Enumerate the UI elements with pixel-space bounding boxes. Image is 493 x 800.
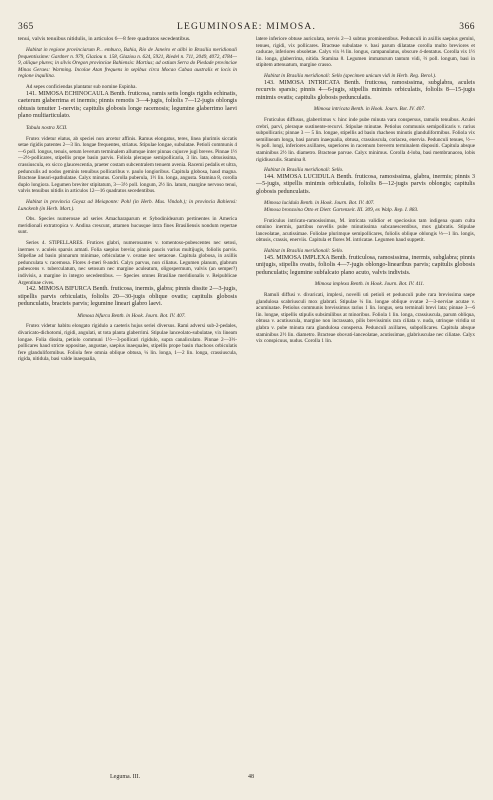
page-number-right: 366 <box>459 22 475 32</box>
paragraph: tenui, valvis tenuibus nitidulis, in articulos 6—8 fere quadratos secedentibus. <box>18 36 191 42</box>
species-description-142: Frutex videtur habitu elongato rigidulo a caeteris hujus seriei diversus. Rami adversi sub-2-pedales, divaricato-dichotomi, rigidi, angulati, ut tota planta glaberrimi. Stipulae lanceolato-subulatae, vix lineam longae. Folia dissita, petiolo communi 1½—3-pollicari rigidulo, supra canaliculato. Pinnae 2—3½-pollicares haud stricte oppositae, angustae, saepius inaequales, stipellis prope basin rhachoos orbiculatis fere glanduliformibus. Foliola fere omnia oblique obtusa, ¼ lin. longa, 1—2 lin. longa, crassiuscula, rigida, nitidula, basi valde inaequalia, <box>18 323 237 363</box>
series-description: Series 4. STIPELLARES. Frutices glabri, numerosantes v. tomentoso-pubescentes nec setosi, inermes v. aculeis sparsis armati. Folia saepius brevia; pinnis paucis varius multijugis, foliolis parvis. Stipellae ad basin pinnarum minimae, orbiculatae v. ovatae nec setaceae. Capitula globosa, in axillis pedunculata v. racemosa. Flores 4-meri 8-andri. Calyx parvus, non ciliatus. Legumen planum, glabrum pubescens v. tuberculatum, nec setosum nec margine aculeatum, oligospermum, valvis (an semper?) indivisis, a margine in integro secedentibus. — Species omnes Brasiliae meridionalis v. Reipublicae Argentinae cives. <box>18 239 237 286</box>
citation-142: Mimosa bifurca Benth. in Hook. Journ. Bot. IV. 407. <box>77 312 186 319</box>
observation-note: Obs. Species numerosae ad series Amacharaparum et Sybodinidearum pertinentes in America meridionali extratropica v. Andina crescunt, attamen hucusque intra fines Brasiliensis nondum repertae sunt. <box>18 216 237 236</box>
habitat-note: Habitat in Brasilia meridionali: Sello. <box>264 248 344 255</box>
habitat-note: Habitat in Brasilia meridionali: Sello. <box>264 167 344 174</box>
species-heading-141: 141. MIMOSA ECHINOCAULA Benth. fruticosa, ramis setis longis rigidis echinatis, caeterum glaberrima et inermis; pinnis remotis 3—4-jugis, foliolis 7—12-jugis oblongis obtusis tenuiter 1-nerviis; capitulis globosis longe racemosis; legumine glaberrimo laevi plano multiarticulato. <box>18 90 237 120</box>
species-description-144: Fruticulus intricato-ramosissimus, M. intricata validior et speciosius tam indigena quam culta omnino inermis, partibus novellis pube minutissima subcanescentibus, mox glabratis. Stipulae lanceolatae, acutissimae. Foliolae plurimque semipollicares, foliolis oblique oblongis ⅓—1 lin. longis, obtusis, crassis, enerviis. Capitula et flores M. intricatae. Legumen haud suppetit. <box>256 217 475 244</box>
paragraph: Ad sepes conficiendas plantatur sub nomine Espinha. <box>26 84 137 91</box>
citation-144b: Mimosa bronzoina Otto et Dietr. Gartenzeit. III. 309, ex Walp. Rep. I. 883. <box>264 207 419 214</box>
running-title: LEGUMINOSAE: MIMOSA. <box>176 22 317 32</box>
species-heading-144: 144. MIMOSA LUCIDULA Benth. fruticosa, ramosissima, glabra, inermis; pinnis 3—5-jugis, stipellis minimis orbiculatis, foliolis 8—12-jugis parvis oblongis; capitulis globosis pedunculatis. <box>256 173 475 195</box>
species-description-143: Fruticulus diffusus, glaberrimus v. hinc inde pube minuta vara conspersus, ramulis tenuibus. Aculei crebri, parvi, pleraque sustinente-recurvi. Stipulae minutae. Petiolus communis semipollicaris v. rarius subpollicaris; pinnae 3 — 5 lin. longae, stipellis ad basin rhacheos minutis glanduliformibus. Foliola vix semilineam longa, basi parum inaequalia, obtusa, crassiuscula, coriacea, enervia. Pedunculi tenues, ½—¾ poll. longi, inferiores axillares, superiores in racemum breverm terminalem dispositi. Capitula absque staminibus 2½ lin. diametro. Bracteae parvae. Calyx minimus. Corolla 4-loba, basi membranacea, lobis rigidiusculis. Stamina 8. <box>256 116 475 163</box>
habitat-note: Habitat in regione provinciarum P... embuco, Bahia, Rio de Janeiro et alibi in Brasilia meridionali frequentissime: Gardner n. 979, Glaziou n. 158, Glaziou n. 624, 5921, Riedel n. 711, 2049, 4072, 4784—9, aliique plures; in silvis Oregon provinciae Bahiensis: Martius; ad ostium Serra do Piedade provinciae Minas Geraes: Warming. Incolae Atan frequens in sepibus circa Mocao Cabaa australis et locis in regione inquilina. <box>18 47 237 80</box>
species-description-145: Ramuli diffusi v. divaricati, implexi, novelli uti petioli et pedunculi pube rara brevissima saepe glandulosa scabriusculi mox glabrati. Stipulae ¼ lin. longae oblique ovatae 2—3-nerviae acutae v. acuminatae. Petiolus communis brevissimus rarius 1 lin. longus, seta terminali brevi lata; pinnae 3—6 lin. longae, stipellis stipulis subsimilibus at minoribus. Foliola 1 lin. longa, crassiuscula, parum obliqua, obtusa v. acutiuscula, margine non incrassato, pilis brevissimis rara ciliata v. nuda, utrinque viridia ut glabra v. pube minuta rara glandulosa conspersa. Pedunculi axillares, subpollicares. Capitula absque staminibus 2½ lin. diametro. Bracteae obovati-lanceolatae, acutissimae, glabriusculae nec ciliatae. Calyx vix conspicuus, nudus. Corolla 1 lin. <box>256 292 475 345</box>
plate-reference: Tabula nostra XCII. <box>26 125 68 132</box>
species-heading-145: 145. MIMOSA IMPLEXA Benth. fruticulosa, ramosissima, inermis, subglabra; pinnis unijugis, stipellis ovatis, foliolis 4—7-jugis oblongo-linearibus parvis; capitulis globosis pedunculatis; legumine subfalcato plano acuto, valvis indivisis. <box>256 254 475 276</box>
running-header <box>18 22 475 32</box>
citation-144a: Mimosa lucidula Benth. in Hook. Journ. Bot. IV. 407. <box>264 200 375 207</box>
sheet-number: 48 <box>248 774 254 780</box>
citation-145: Mimosa implexa Benth. in Hook. Journ. Bot. IV. 411. <box>314 281 425 288</box>
species-description-141: Frutex videtur elatus, ab speciei non arcetur affinis. Ramus elongatus, teres, linea plurimis siccatis setae rigidis patentes 2—3 lin. longae frequentes, striatus. Stipulae longae, subulatae. Petioli communis 4—6 poll. longus, tenuis, setum leverum terminalem allumque inter pinnas cujusve jugi breves. Pinnae 1½—2½-pollicares, stipellis prope basin parvis. Foliola pleraque semipollicaria, 3 lin. lata, obtusissima, crassiuscula, ex sicco glaucescentia, praeter costam subcentralem tenuem avenia. Racemi pedalis et ultra, pedunculis ad nodos geminis tenuibus pollicaribus v. paulo longioribus. Capitula globosa, haud magna. Bracteae lineari-spathulatae. Calyx minutus. Corolla puberula, 1½ lin. longa, angusta. Stamina 8, corolla duplo longiora. Legumen breviter stipitatum, 3—3½ poll. longum, 2½ lin. latum, margine nervoso tenui, valvis tenuibus nitidis in articulos 12—16 quadratos secedentibus. <box>18 135 237 195</box>
citation-143: Mimosa intricata Benth. in Hook. Journ. Bot. IV. 407. <box>313 106 426 113</box>
habitat-note: Habitat in Brasilia meridionali: Sello (specimen unicum vidi in Herb. Reg. Berol.). <box>264 72 437 79</box>
species-heading-142: 142. MIMOSA BIFURCA Benth. fruticosa, inermis, glabra; pinnis dissite 2—3-jugis, stipellis parvis orbiculatis, foliolis 20—30-jugis oblique ovatis; capitulis globosis pedunculatis, bracteis parvis; legumine lineari glabro laevi. <box>18 286 237 308</box>
page-number-left: 365 <box>18 22 34 32</box>
paragraph: latere inferiore obtuse auriculata, nervis 2—3 subtus prominentibus. Pedunculi in axillis saepius gemini, tenues, rigidi, vix pollicares. Bracteae subulatae v. basi parum dilatatae corolla multo breviores et caducae, inferiores obsoletae. Calyx vix ⅓ lin. longus, campanulatus, obscure 4-dentatus. Corolla vix 1½ lin. longa, glaberrima, nitida. Stamina 8. Legumen immaturum tantum vidi, ⅔ poll. longum, basi in stipitem attenuatum, margine crasso. <box>256 36 475 69</box>
left-column <box>18 36 237 772</box>
signature-mark: Leguma. III. <box>110 774 141 780</box>
habitat-note: Habitat in provincia Goyaz ad Meiaponte: Pohl (in Herb. Mus. Vindob.); in provincia Bahiensi: Lunckenb (in Herb. Mart.). <box>18 198 237 212</box>
species-heading-143: 143. MIMOSA INTRICATA Benth. fruticosa, ramosissima, subglabra, aculeis recurvis sparsis; pinnis 4—6-jugis, stipellis minimis orbiculatis, foliolis 8—15-jugis minimis ovatis; capitulis globosis pedunculatis. <box>256 79 475 101</box>
right-column <box>256 36 475 772</box>
